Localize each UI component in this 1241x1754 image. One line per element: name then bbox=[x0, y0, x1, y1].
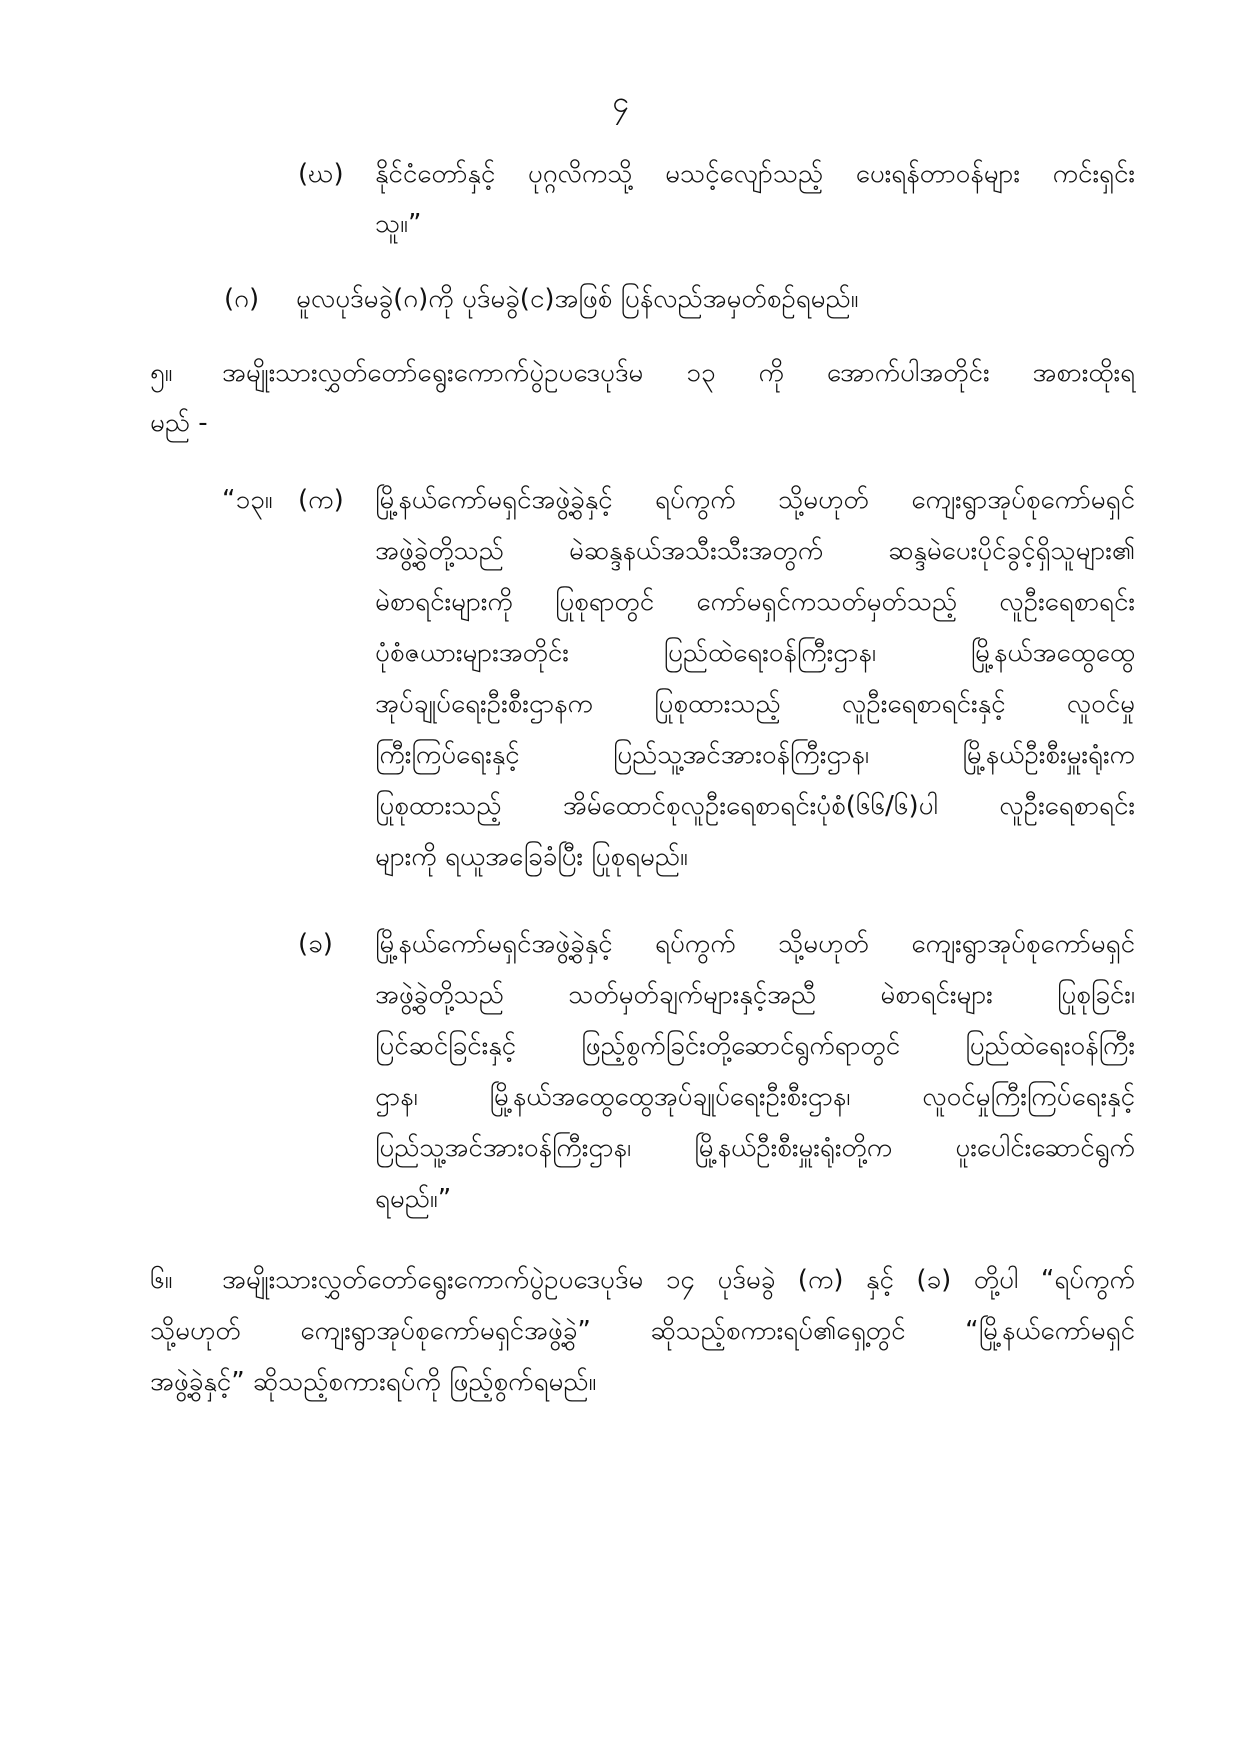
item-ka-line-8: များကို ရယူအခြေခံပြီး ပြုစုရမည်။ bbox=[375, 842, 688, 872]
section-6-line-2: သို့မဟုတ် ကျေးရွာအုပ်စုကော်မရှင်အဖွဲ့ခွဲ” ဆိုသည့်စကားရပ်၏ရှေ့တွင် “မြို့နယ်ကော်မရှင် bbox=[150, 1316, 1135, 1346]
item-ka-line-7: ပြုစုထားသည့် အိမ်ထောင်စုလူဦးရေစာရင်းပုံစံ(၆၆/၆)ပါ လူဦးရေစာရင်း bbox=[375, 791, 1135, 821]
item-kha-line-3: ပြင်ဆင်ခြင်းနှင့် ဖြည့်စွက်ခြင်းတို့ဆောင်ရွက်ရာတွင် ပြည်ထဲရေးဝန်ကြီး bbox=[375, 1031, 1135, 1061]
item-ka-label: (က) bbox=[298, 485, 344, 515]
item-ka-line-3: မဲစာရင်းများကို ပြုစုရာတွင် ကော်မရှင်ကသတ်မှတ်သည့် လူဦးရေစာရင်း bbox=[375, 587, 1135, 617]
item-gha-line-2: သူ။” bbox=[375, 209, 422, 239]
item-gha-label: (ဃ) bbox=[298, 159, 344, 189]
item-ga-label: (ဂ) bbox=[224, 284, 260, 314]
section-5-line-1: အမျိုးသားလွှတ်တော်ရွေးကောက်ပွဲဥပဒေပုဒ်မ ၁၃ ကို အောက်ပါအတိုင်း အစားထိုးရ bbox=[222, 358, 1135, 388]
item-ga-text: မူလပုဒ်မခွဲ(ဂ)ကို ပုဒ်မခွဲ(င)အဖြစ် ပြန်လည်အမှတ်စဉ်ရမည်။ bbox=[296, 284, 859, 314]
section-6-line-3: အဖွဲ့ခွဲနှင့်” ဆိုသည့်စကားရပ်ကို ဖြည့်စွက်ရမည်။ bbox=[150, 1367, 597, 1397]
item-kha-line-4: ဌာန၊ မြို့နယ်အထွေထွေအုပ်ချုပ်ရေးဦးစီးဌာန၊ လူဝင်မှုကြီးကြပ်ရေးနှင့် bbox=[375, 1082, 1135, 1112]
item-gha-line-1: နိုင်ငံတော်နှင့် ပုဂ္ဂလိကသို့ မသင့်လျော်သည့် ပေးရန်တာဝန်များ ကင်းရှင်း bbox=[375, 159, 1135, 189]
item-kha-line-1: မြို့နယ်ကော်မရှင်အဖွဲ့ခွဲနှင့် ရပ်ကွက် သို့မဟုတ် ကျေးရွာအုပ်စုကော်မရှင် bbox=[375, 929, 1135, 959]
page-number: ၄ bbox=[612, 85, 629, 120]
item-ka-line-4: ပုံစံဇယားများအတိုင်း ပြည်ထဲရေးဝန်ကြီးဌာန၊ မြို့နယ်အထွေထွေ bbox=[375, 638, 1135, 668]
item-ka-line-2: အဖွဲ့ခွဲတို့သည် မဲဆန္ဒနယ်အသီးသီးအတွက် ဆန္ဒမဲပေးပိုင်ခွင့်ရှိသူများ၏ bbox=[375, 536, 1135, 566]
item-kha-label: (ခ) bbox=[298, 929, 333, 959]
item-kha-line-2: အဖွဲ့ခွဲတို့သည် သတ်မှတ်ချက်များနှင့်အညီ မဲစာရင်းများ ပြုစုခြင်း၊ bbox=[375, 980, 1135, 1010]
item-ka-line-1: မြို့နယ်ကော်မရှင်အဖွဲ့ခွဲနှင့် ရပ်ကွက် သို့မဟုတ် ကျေးရွာအုပ်စုကော်မရှင် bbox=[375, 485, 1135, 515]
item-kha-line-5: ပြည်သူ့အင်အားဝန်ကြီးဌာန၊ မြို့နယ်ဦးစီးမှူးရုံးတို့က ပူးပေါင်းဆောင်ရွက် bbox=[375, 1133, 1135, 1163]
section-5-number: ၅။ bbox=[150, 358, 173, 388]
item-ka-line-5: အုပ်ချုပ်ရေးဦးစီးဌာနက ပြုစုထားသည့် လူဦးရေစာရင်းနှင့် လူဝင်မှု bbox=[375, 689, 1135, 719]
section-6-line-1: အမျိုးသားလွှတ်တော်ရွေးကောက်ပွဲဥပဒေပုဒ်မ ၁၄ ပုဒ်မခွဲ (က) နှင့် (ခ) တို့ပါ “ရပ်ကွက် bbox=[222, 1265, 1135, 1295]
section-6-number: ၆။ bbox=[150, 1265, 173, 1295]
item-kha-line-6: ရမည်။” bbox=[375, 1184, 452, 1214]
section-5-line-2: မည် - bbox=[150, 408, 208, 438]
item-ka-line-6: ကြီးကြပ်ရေးနှင့် ပြည်သူ့အင်အားဝန်ကြီးဌာန၊ မြို့နယ်ဦးစီးမှူးရုံးက bbox=[375, 740, 1135, 770]
section-13-number: “၁၃။ bbox=[222, 485, 273, 515]
